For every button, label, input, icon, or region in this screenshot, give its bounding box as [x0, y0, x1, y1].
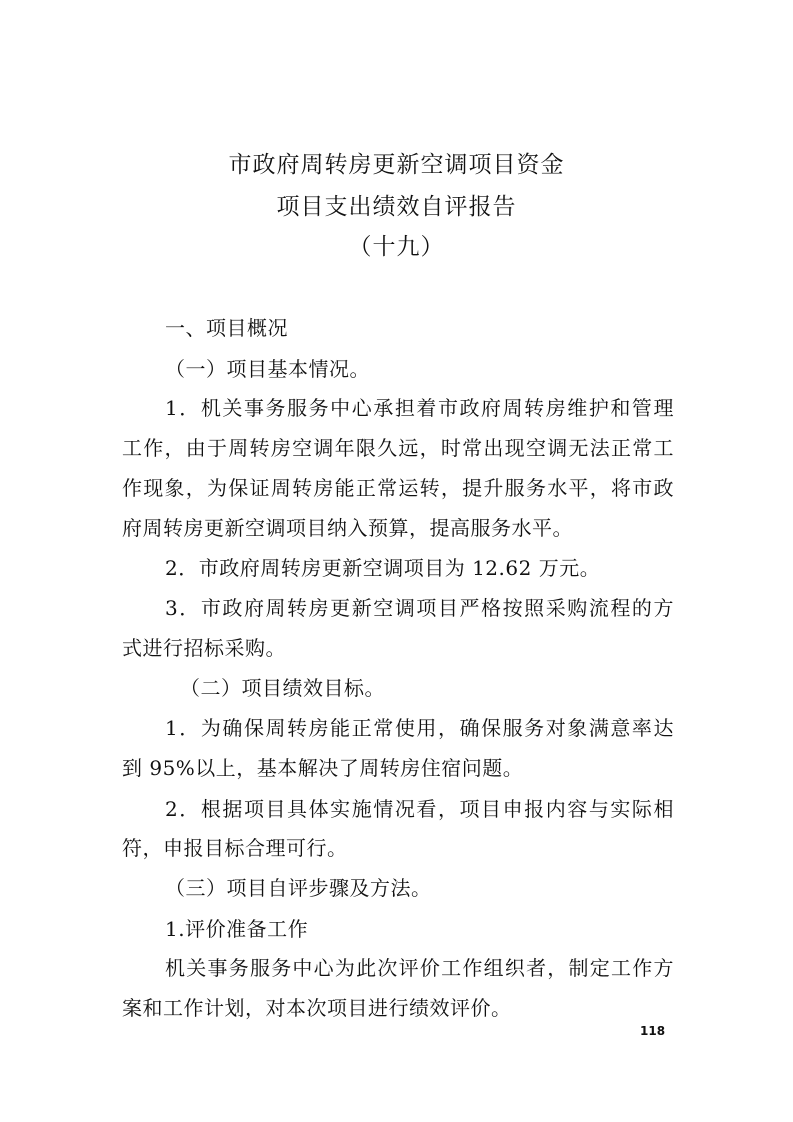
report-title-line-1: 市政府周转房更新空调项目资金	[228, 152, 565, 178]
paragraph-line: 作现象，为保证周转房能正常运转，提升服务水平，将市政	[122, 476, 674, 500]
paragraph-line: 机关事务服务中心为此次评价工作组织者，制定工作方	[165, 956, 674, 980]
report-title-line-2: 项目支出绩效自评报告	[276, 194, 517, 220]
paragraph-line: 到 95%以上，基本解决了周转房住宿问题。	[122, 756, 524, 780]
paragraph-line: 1.评价准备工作	[165, 917, 309, 941]
paragraph-line: 3．市政府周转房更新空调项目严格按照采购流程的方	[165, 596, 674, 620]
report-title-number: （十九）	[348, 234, 445, 260]
page-number: 118	[640, 1024, 666, 1038]
paragraph-line: 工作，由于周转房空调年限久远，时常出现空调无法正常工	[122, 436, 674, 460]
paragraph-line: 1．为确保周转房能正常使用，确保服务对象满意率达	[165, 716, 674, 740]
paragraph-line: 1．机关事务服务中心承担着市政府周转房维护和管理	[165, 396, 674, 420]
subsection-heading-1: （一）项目基本情况。	[165, 357, 370, 381]
paragraph-line: 2．市政府周转房更新空调项目为 12.62 万元。	[165, 556, 601, 580]
paragraph-line: 2．根据项目具体实施情况看，项目申报内容与实际相	[165, 797, 674, 821]
subsection-heading-3: （三）项目自评步骤及方法。	[165, 876, 432, 900]
section-heading-1: 一、项目概况	[165, 316, 288, 340]
subsection-heading-2: （二）项目绩效目标。	[180, 676, 385, 700]
paragraph-line: 式进行招标采购。	[122, 636, 286, 660]
paragraph-line: 符，申报目标合理可行。	[122, 836, 348, 860]
paragraph-line: 案和工作计划，对本次项目进行绩效评价。	[122, 996, 512, 1020]
paragraph-line: 府周转房更新空调项目纳入预算，提高服务水平。	[122, 516, 573, 540]
